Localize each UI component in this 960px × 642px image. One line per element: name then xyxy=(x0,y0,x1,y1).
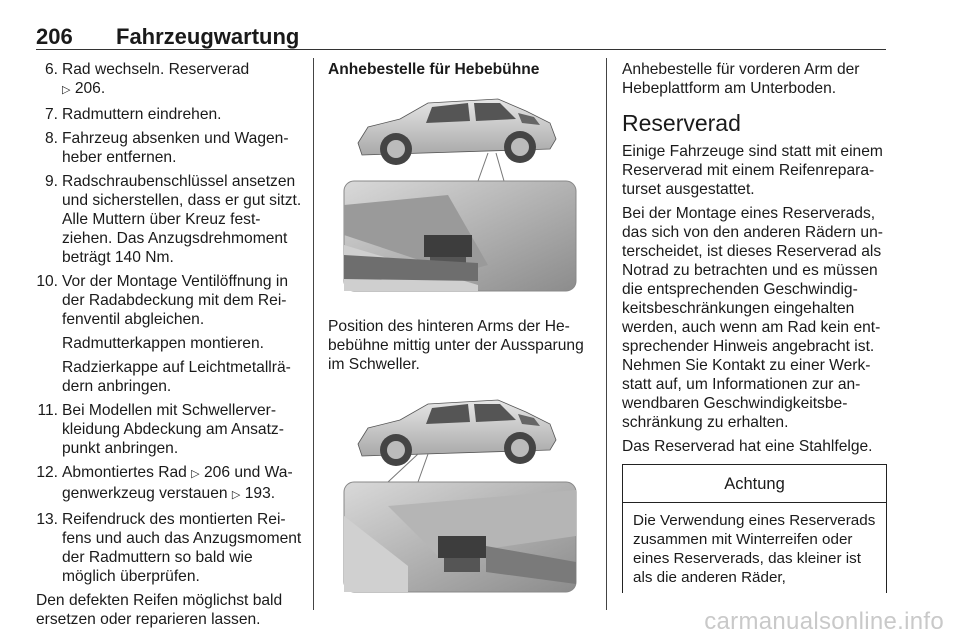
closing-paragraph: Den defekten Reifen möglichst bald ersetzen oder reparieren lassen. xyxy=(36,592,283,628)
figure-caption: Position des hinteren Arms der Hebebühne mittig unter der Aussparung im Schweller. xyxy=(328,318,584,373)
step-10-substep-a: Radmutterkappen montieren. xyxy=(62,335,264,352)
watermark: carmanualsonline.info xyxy=(704,608,944,635)
front-lift-point-text: Anhebestelle für vorderen Arm der Hebeplattform am Unterboden. xyxy=(622,61,860,97)
warning-box xyxy=(622,464,887,593)
reference-arrow-icon: ▷ xyxy=(62,84,71,96)
step-12: 12. Abmontiertes Rad ▷ 206 und Wagenwerkzeug verstauen ▷ 193. xyxy=(36,464,293,502)
figure-front-lift-point xyxy=(328,386,590,606)
step-13: 13. Reifendruck des montierten Reifens und auch das Anzugsmoment der Radmuttern so bald wie möglich überprüfen. xyxy=(36,511,302,585)
spare-wheel-paragraph-2: Bei der Montage eines Reserverads, das sich von den anderen Rädern unterscheidet, ist dieses Reserverad als Notrad zu betrachten und es müssen die entsprechenden Geschwindigkeitsbeschränkungen eingehalten werden, auch wenn am Rad kein entsprechender Hinweis angebracht ist. Nehmen Sie Kontakt zu einer Werkstatt auf, um Informationen zur anwendbaren Geschwindigkeitsbeschränkung zu erhalten. xyxy=(622,205,883,431)
section-heading-lift-point: Anhebestelle für Hebebühne xyxy=(328,61,540,78)
column-middle xyxy=(328,60,590,618)
header-rule xyxy=(36,49,886,50)
spare-wheel-paragraph-3: Das Reserverad hat eine Stahlfelge. xyxy=(622,438,873,455)
reference-arrow-icon: ▷ xyxy=(231,489,241,501)
warning-text: Die Verwendung eines Reserverads zusammen mit Winterreifen oder eines Reserverads, das kleiner ist als die anderen Räder, xyxy=(633,512,876,586)
section-heading-spare-wheel: Reserverad xyxy=(622,110,741,136)
column-left xyxy=(36,60,302,634)
step-10: 10. Vor der Montage Ventilöffnung in der Radabdeckung mit dem Reifenventil abgleichen. xyxy=(36,273,288,328)
page-reference-link[interactable]: 206 und Wagenwerkzeug verstauen xyxy=(62,464,293,502)
figure-rear-lift-point xyxy=(328,85,590,305)
step-11: 11. Bei Modellen mit Schwellerverkleidung Abdeckung am Ansatzpunkt anbringen. xyxy=(37,402,284,457)
step-6: 6. Rad wechseln. Reserverad ▷ 206. xyxy=(44,61,250,97)
page-reference-link[interactable]: 206. xyxy=(74,80,106,97)
reference-arrow-icon: ▷ xyxy=(191,468,200,480)
page-number: 206 xyxy=(36,24,73,49)
spare-wheel-paragraph-1: Einige Fahrzeuge sind statt mit einem Reserverad mit einem Reifenreparaturset ausgestattet. xyxy=(622,143,883,198)
car-lift-illustration-rear xyxy=(328,85,590,305)
chapter-title: Fahrzeugwartung xyxy=(116,24,300,49)
column-divider-1 xyxy=(313,58,314,610)
column-right xyxy=(622,60,887,593)
step-9: 9. Radschraubenschlüssel ansetzen und sicherstellen, dass er gut sitzt. Alle Muttern über Kreuz festziehen. Das Anzugsdrehmoment beträgt 140 Nm. xyxy=(44,173,302,266)
warning-title: Achtung xyxy=(623,465,886,503)
step-8: 8. Fahrzeug absenken und Wagenheber entfernen. xyxy=(44,130,289,166)
car-lift-illustration-front xyxy=(328,386,590,606)
column-divider-2 xyxy=(606,58,607,610)
step-10-substep-b: Radzierkappe auf Leichtmetallrädern anbringen. xyxy=(62,359,291,395)
page-reference-link[interactable]: 193. xyxy=(244,485,276,502)
step-7: 7. Radmuttern eindrehen. xyxy=(44,106,222,123)
